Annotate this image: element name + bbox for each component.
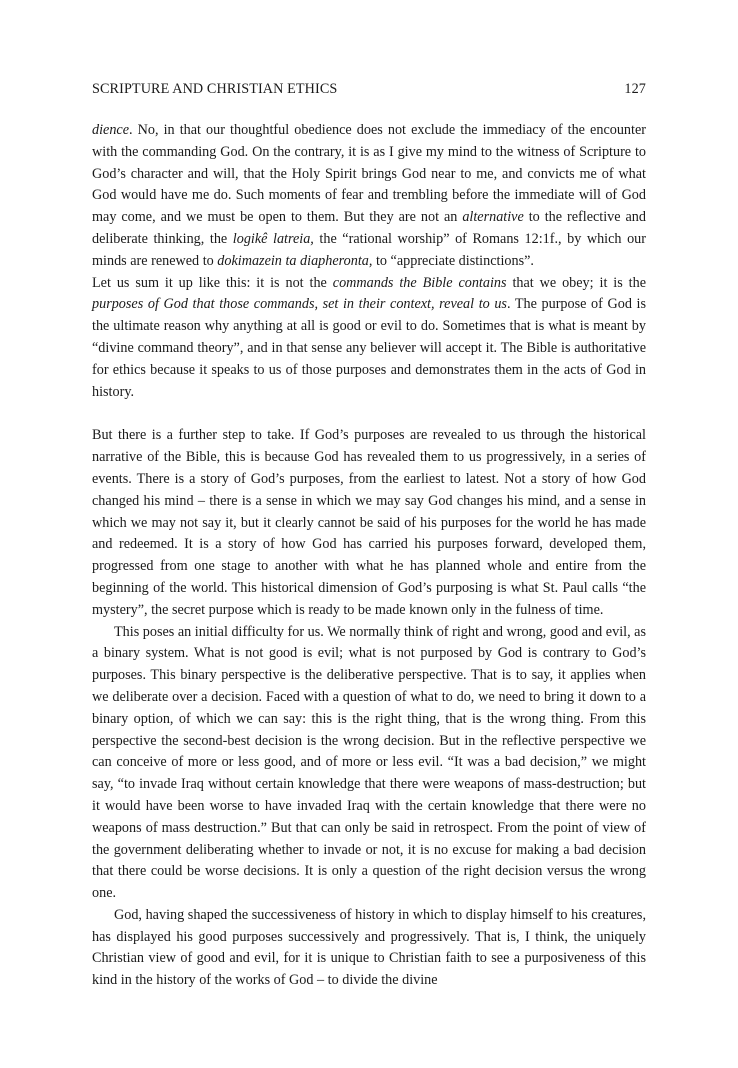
page-number: 127 [624,81,646,97]
text-run: This poses an initial difficulty for us. We normally think of right and wrong, good and evil, as a binary system. What is not good is evil; what is not purposed by God is contrary to God’s purposes. This binary perspective is the deliberative perspective. That is to say, it applies when we deliberate over a decision. Faced with a question of what to do, we need to bring it down to a binary option, of which we can say: this is the right thing, that is the wrong thing. From this perspective the second-best decision is the wrong decision. But in the reflective perspective we can conceive of more or less good, and of more or less evil. “It was a bad decision,” we might say, “to invade Iraq without certain knowledge that there were weapons of mass-destruction; but it would have been worse to have invaded Iraq with the certain knowledge that there were no weapons of mass destruction.” But that can only be said in retrospect. From the point of view of the government deliberating whether to invade or not, it is no excuse for making a bad decision that there could be worse decisions. It is only a question of the right decision versus the wrong one. [92,623,646,902]
text-run: commands the Bible contains [332,274,507,291]
text-run: dokimazein ta diapheronta, [217,252,373,269]
paragraph-2 [92,273,646,404]
paragraph-5 [92,905,646,992]
paragraph-4 [92,622,646,905]
text-run: dience [92,122,130,138]
running-title: SCRIPTURE AND CHRISTIAN ETHICS [92,81,338,97]
text-run: But there is a further step to take. If God’s purposes are revealed to us through the historical narrative of the Bible, this is because God has revealed them to us progressively, in a series of events. There is a story of God’s purposes, from the earliest to latest. Not a story of how God changed his mind – there is a sense in which we may say God changes his mind, and a sense in which we may not say it, but it clearly cannot be said of his purposes for the world he has made and redeemed. It is a story of how God has carried his purposes forward, developed them, progressed from one stage to another with what he has planned whole and entire from the beginning of the world. This historical dimension of God’s purposing is what St. Paul calls “the mystery”, the secret purpose which is ready to be made known only in the fulness of time. [92,427,646,618]
text-run: to the reflective and deliberate thinking, the [92,209,646,247]
text-run: . No, in that our thoughtful obedience does not exclude the immediacy of the encounter with the commanding God. On the contrary, it is as I give my mind to the witness of Scripture to God’s character and will, that the Holy Spirit brings God near to me, and convicts me of what God would have me do. Such moments of fear and trembling before the immediate will of God may come, and we must be open to them. But they are not an [92,122,646,226]
running-head [92,80,646,98]
book-page [92,80,646,992]
text-run: logikê latreia, [232,230,314,247]
text-run: God, having shaped the successiveness of history in which to display himself to his creatures, has displayed his good purposes successively and progressively. That is, I think, the uniquely Christian view of good and evil, for it is unique to Christian faith to see a purposiveness of this kind in the history of the works of God – to divide the divine [92,906,646,989]
paragraph-1 [92,120,646,273]
text-run: Let us sum it up like this: it is not the [92,274,333,291]
text-run: to “appreciate distinctions”. [372,252,534,269]
text-run: . The purpose of God is the ultimate reason why anything at all is good or evil to do. Sometimes that is what is meant by “divine command theory”, and in that sense any believer will accept it. The Bible is authoritative for ethics because it speaks to us of those purposes and demonstrates them in the acts of God in history. [92,296,646,400]
text-run: the “rational worship” of Romans 12:1f., by which our minds are renewed to [92,230,646,269]
text-run: that we obey; it is the [506,274,646,291]
paragraph-3 [92,425,646,621]
text-run: alternative [462,209,524,226]
body-text [92,120,646,992]
text-run: purposes of God that those commands, set in their context, reveal to us [92,296,507,313]
